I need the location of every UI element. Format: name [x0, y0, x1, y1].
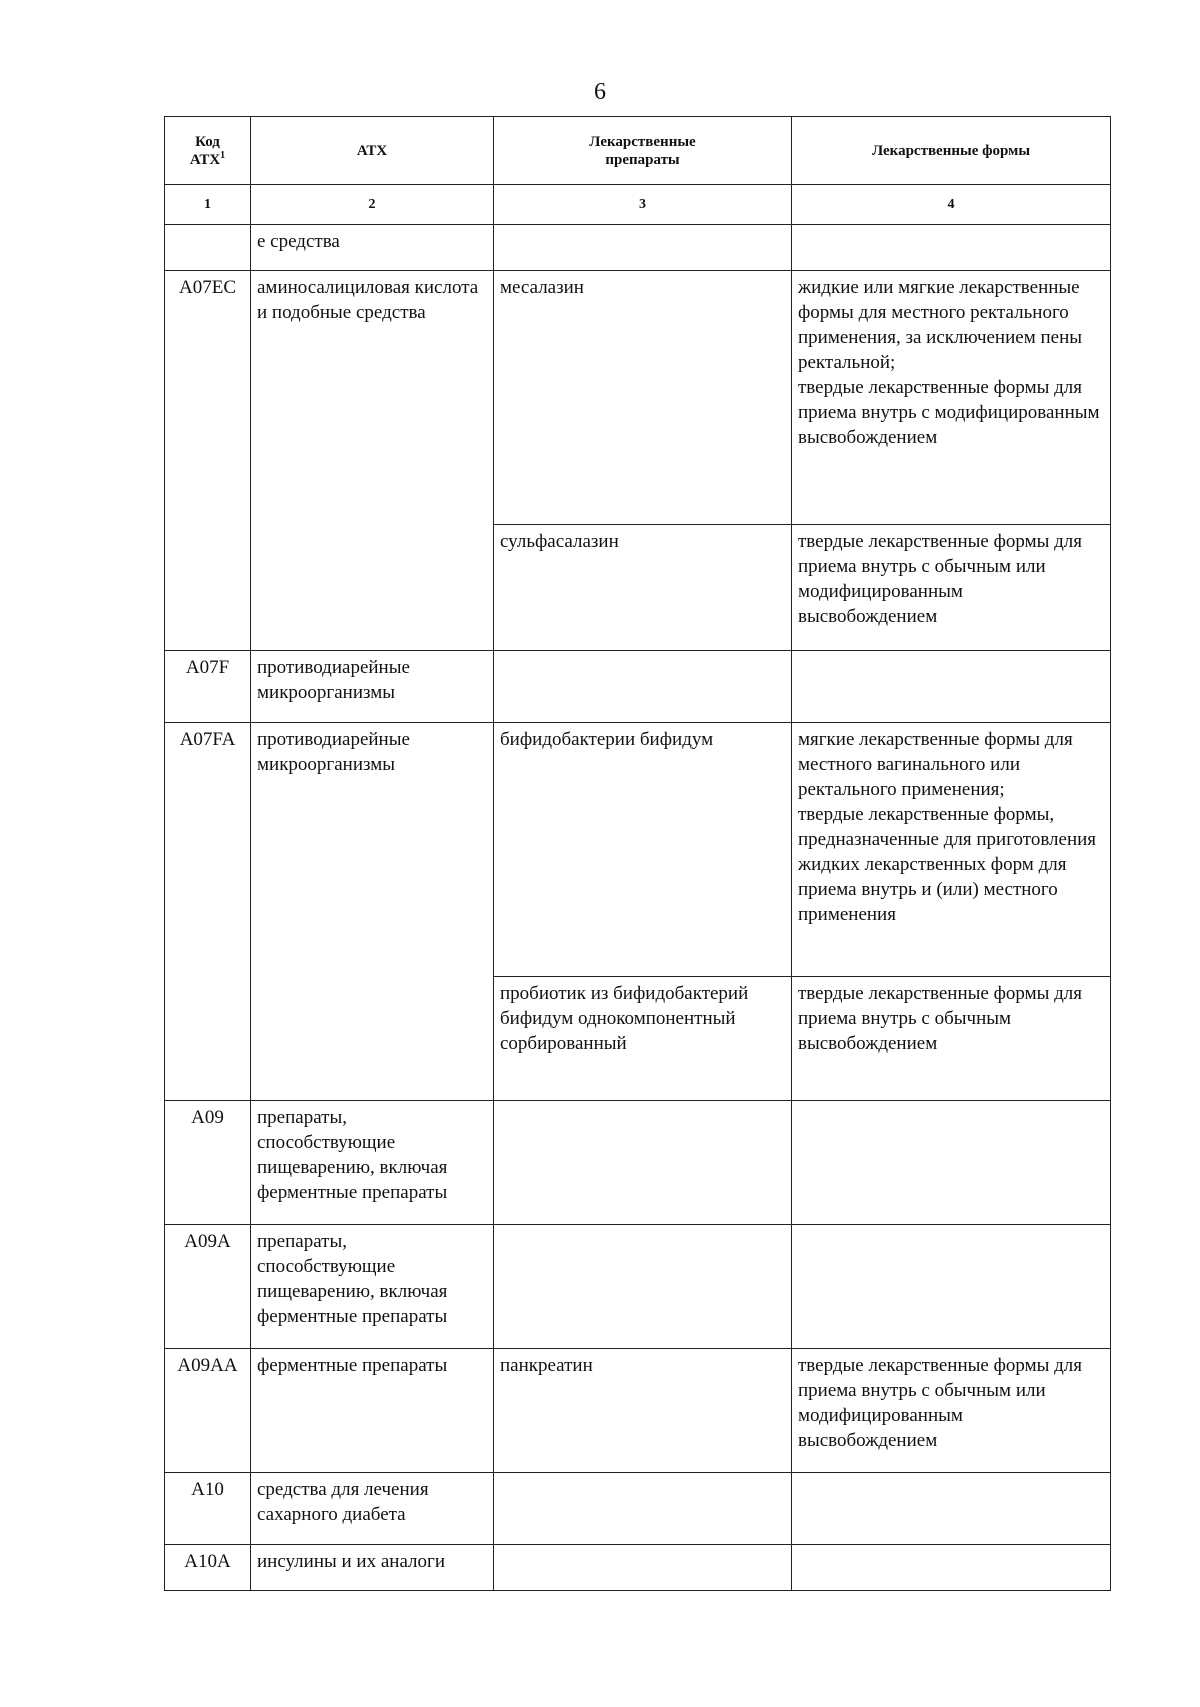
drug-cell: [494, 1545, 792, 1591]
drug-cell: [494, 1225, 792, 1349]
atc-code-cell: A07F: [165, 651, 251, 723]
dosage-form-text: жидкие или мягкие лекарственные формы для местного ректального применения, за исключением пены ректальной;: [798, 277, 1083, 373]
drug-cell: панкреатин: [494, 1349, 792, 1473]
drug-cell: [494, 225, 792, 271]
atc-name-cell: противодиарейные микроорганизмы: [251, 723, 494, 1101]
table-row: [165, 1349, 1111, 1473]
dosage-form-cell: [792, 1225, 1111, 1349]
atc-code-cell: [165, 225, 251, 271]
atc-name-cell: ферментные препараты: [251, 1349, 494, 1473]
table-row: [165, 723, 1111, 977]
dosage-form-cell: твердые лекарственные формы для приема внутрь с обычным высвобождением: [792, 977, 1111, 1101]
column-number: 1: [165, 185, 251, 225]
header-drugs: [494, 117, 792, 185]
dosage-form-cell: [792, 225, 1111, 271]
drug-cell: пробиотик из бифидобактерий бифидум однокомпонентный сорбированный: [494, 977, 792, 1101]
dosage-form-text: твердые лекарственные формы для приема внутрь с модифицированным высвобождением: [798, 377, 1100, 448]
table-header-row: [165, 117, 1111, 185]
table-row: [165, 1225, 1111, 1349]
dosage-form-cell: [792, 1545, 1111, 1591]
column-number: 2: [251, 185, 494, 225]
table-row: [165, 651, 1111, 723]
header-drugs-line2: препараты: [605, 151, 680, 168]
drug-cell: сульфасалазин: [494, 525, 792, 651]
column-number-row: [165, 185, 1111, 225]
column-number: 3: [494, 185, 792, 225]
atc-code-cell: A09A: [165, 1225, 251, 1349]
dosage-form-cell: твердые лекарственные формы для приема внутрь с обычным или модифицированным высвобождением: [792, 1349, 1111, 1473]
drug-cell: [494, 1473, 792, 1545]
header-dosage-forms: Лекарственные формы: [792, 117, 1111, 185]
atc-name-cell: противодиарейные микроорганизмы: [251, 651, 494, 723]
footnote-marker: 1: [220, 149, 226, 161]
atc-name-cell: препараты, способствующие пищеварению, включая ферментные препараты: [251, 1225, 494, 1349]
dosage-form-text: твердые лекарственные формы, предназначенные для приготовления жидких лекарственных форм для приема внутрь и (или) местного применения: [798, 804, 1097, 925]
dosage-form-cell: [792, 1101, 1111, 1225]
atc-code-cell: A09AA: [165, 1349, 251, 1473]
table-row: [165, 1545, 1111, 1591]
dosage-form-text: мягкие лекарственные формы для местного вагинального или ректального применения;: [798, 729, 1073, 800]
drug-cell: месалазин: [494, 271, 792, 525]
atc-name-cell: аминосалициловая кислота и подобные средства: [251, 271, 494, 651]
drug-cell: [494, 1101, 792, 1225]
header-drugs-line1: Лекарственные: [589, 133, 696, 150]
page-number: 6: [594, 79, 606, 105]
header-atc-code-line1: Код: [195, 133, 220, 150]
dosage-form-cell: [792, 723, 1111, 977]
atc-name-cell: инсулины и их аналоги: [251, 1545, 494, 1591]
atc-name-cell: е средства: [251, 225, 494, 271]
dosage-form-cell: [792, 271, 1111, 525]
dosage-form-cell: твердые лекарственные формы для приема внутрь с обычным или модифицированным высвобождением: [792, 525, 1111, 651]
atc-code-cell: A09: [165, 1101, 251, 1225]
dosage-form-cell: [792, 651, 1111, 723]
atc-drug-table: [164, 116, 1111, 1591]
atc-code-cell: A07FA: [165, 723, 251, 1101]
drug-cell: бифидобактерии бифидум: [494, 723, 792, 977]
table-row: [165, 225, 1111, 271]
dosage-form-cell: [792, 1473, 1111, 1545]
header-atc-code-line2: АТХ: [189, 151, 221, 168]
atc-code-cell: A10A: [165, 1545, 251, 1591]
header-atc-code: [165, 117, 251, 185]
drug-cell: [494, 651, 792, 723]
atc-code-cell: A07EC: [165, 271, 251, 651]
header-atc: АТХ: [251, 117, 494, 185]
table-row: [165, 271, 1111, 525]
atc-code-cell: A10: [165, 1473, 251, 1545]
column-number: 4: [792, 185, 1111, 225]
table-row: [165, 1101, 1111, 1225]
atc-name-cell: препараты, способствующие пищеварению, включая ферментные препараты: [251, 1101, 494, 1225]
atc-name-cell: средства для лечения сахарного диабета: [251, 1473, 494, 1545]
table-row: [165, 1473, 1111, 1545]
